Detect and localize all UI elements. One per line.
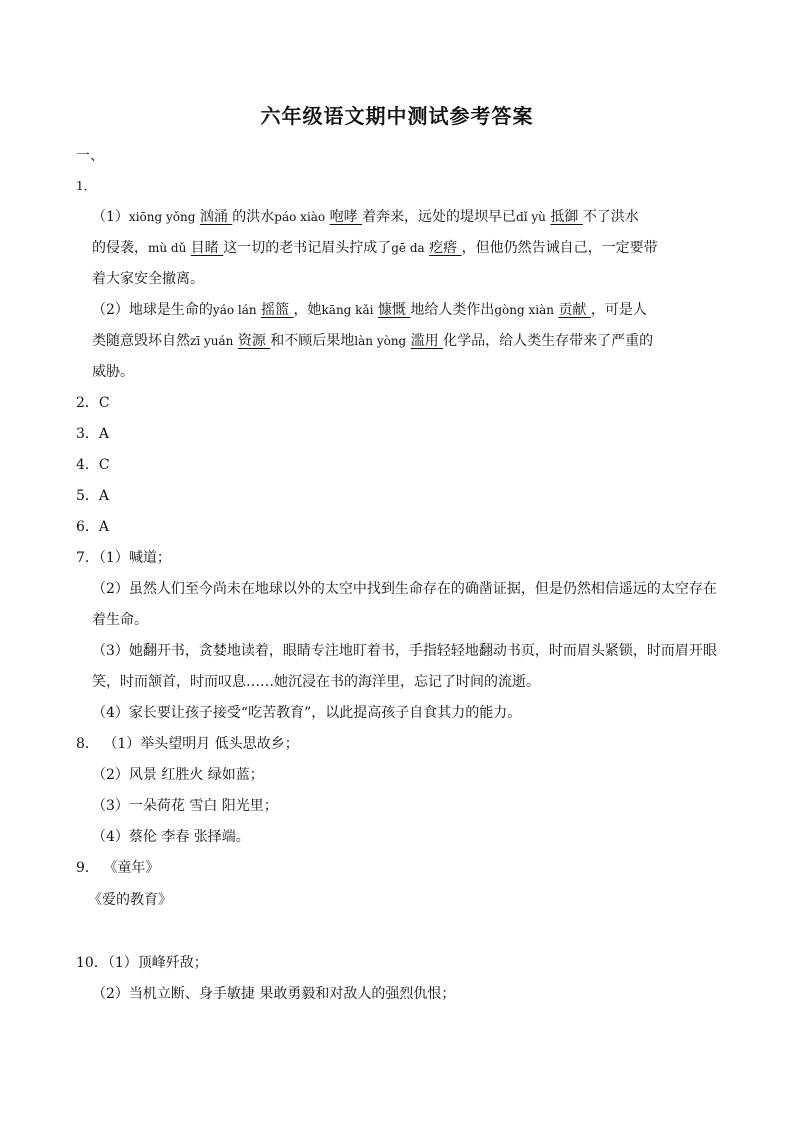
text-segment: 这一切的老书记眉头拧成了 — [223, 240, 392, 256]
text-segment: 的洪水 — [232, 209, 275, 225]
text-segment: 着奔来，远处的堤坝早已 — [362, 209, 517, 225]
pinyin-text: gòng xiàn — [494, 303, 554, 317]
answer-choice: A — [98, 426, 110, 442]
q1-part2-line1 — [92, 300, 647, 320]
pinyin-text: dǐ yù — [516, 210, 546, 224]
text-segment: 的侵袭， — [92, 240, 148, 256]
fill-in-answer: 资源 — [237, 333, 271, 349]
pinyin-text: zī yuán — [190, 334, 234, 348]
pinyin-text: yáo lán — [212, 303, 257, 317]
q1-part2-line2 — [92, 331, 653, 351]
q7-line5: 笑，时而颔首，时而叹息……她沉浸在书的海洋里，忘记了时间的流逝。 — [92, 674, 540, 690]
pinyin-text: làn yòng — [354, 334, 407, 348]
answer-q5 — [76, 486, 109, 506]
question-1-number: 1． — [76, 179, 96, 193]
answer-choice: A — [98, 488, 110, 504]
fill-in-answer: 贡献 — [558, 302, 591, 318]
fill-in-answer: 疙瘩 — [429, 240, 462, 256]
section-heading: 一、 — [76, 148, 104, 164]
answer-number: 6． — [76, 519, 99, 535]
pinyin-text: kāng kǎi — [321, 303, 374, 317]
pinyin-text: gē da — [391, 241, 425, 255]
fill-in-answer: 滥用 — [410, 333, 444, 349]
q10-line2: （2）当机立断、身手敏捷 果敢勇毅和对敌人的强烈仇恨； — [92, 986, 456, 1002]
text-segment: 地给人类作出 — [410, 302, 495, 318]
answer-choice: C — [98, 457, 110, 473]
pinyin-text: xiōng yǒng — [128, 210, 196, 224]
q1-part2-line3 — [92, 362, 134, 382]
q8-line2: （2）风景 红胜火 绿如蓝； — [92, 767, 264, 783]
fill-in-answer: 慷慨 — [377, 302, 411, 318]
text-segment: 不了洪水 — [582, 209, 639, 225]
text-segment: 类随意毁坏自然 — [92, 333, 190, 349]
q8-line3: （3）一朵荷花 雪白 阳光里； — [92, 798, 278, 814]
q7-line1: 7．（1）喊道； — [76, 550, 171, 566]
text-segment: （2）地球是生命的 — [92, 302, 213, 318]
pinyin-text: mù dǔ — [148, 241, 187, 255]
q9-line2: 《爱的教育》 — [88, 892, 172, 908]
fill-in-answer: 摇篮 — [261, 302, 294, 318]
text-segment: 威胁。 — [92, 364, 134, 380]
text-segment: 和不顾后果地 — [270, 333, 355, 349]
text-segment: ，她 — [293, 302, 322, 318]
text-segment: ，但他仍然告诫自己，一定要带 — [461, 240, 658, 256]
text-segment: （1） — [92, 209, 129, 225]
answer-q6 — [76, 517, 109, 537]
answer-number: 2． — [76, 395, 99, 411]
fill-in-answer: 咆哮 — [329, 209, 363, 225]
q7-line2: （2）虽然人们至今尚未在地球以外的太空中找到生命存在的确凿证据，但是仍然相信遥远的太空存在 — [92, 581, 717, 597]
pinyin-text: páo xiào — [274, 210, 326, 224]
q1-part1-line1 — [92, 207, 639, 227]
answer-choice: C — [98, 395, 110, 411]
answer-q3 — [76, 424, 109, 444]
q7-line4: （3）她翻开书，贪婪地读着，眼睛专注地盯着书，手指轻轻地翻动书页，时而眉头紧锁，时而眉开眼 — [92, 643, 717, 659]
answer-q4 — [76, 455, 110, 475]
fill-in-answer: 抵御 — [550, 209, 583, 225]
q10-line1: 10．（1）顶峰歼敌； — [76, 955, 208, 971]
fill-in-answer: 目睹 — [190, 240, 224, 256]
q1-part1-line3 — [92, 269, 204, 289]
q9-line1: 9． 《童年》 — [76, 860, 160, 876]
q8-line1: 8． （1）举头望明月 低头思故乡； — [76, 736, 299, 752]
q8-line4: （4）蔡伦 李春 张择端。 — [92, 829, 250, 845]
answer-q2 — [76, 393, 110, 413]
fill-in-answer: 汹涌 — [199, 209, 233, 225]
answer-choice: A — [98, 519, 110, 535]
answer-number: 3． — [76, 426, 99, 442]
answer-number: 4． — [76, 457, 99, 473]
text-segment: 化学品，给人类生存带来了严重的 — [443, 333, 654, 349]
answer-number: 5． — [76, 488, 99, 504]
q7-line3: 着生命。 — [92, 612, 148, 628]
text-segment: ，可是人 — [590, 302, 647, 318]
q7-line6: （4）家长要让孩子接受“吃苦教育”，以此提高孩子自食其力的能力。 — [92, 705, 522, 721]
page-title: 六年级语文期中测试参考答案 — [260, 104, 534, 128]
text-segment: 着大家安全撤离。 — [92, 271, 204, 287]
q1-part1-line2 — [92, 238, 658, 258]
